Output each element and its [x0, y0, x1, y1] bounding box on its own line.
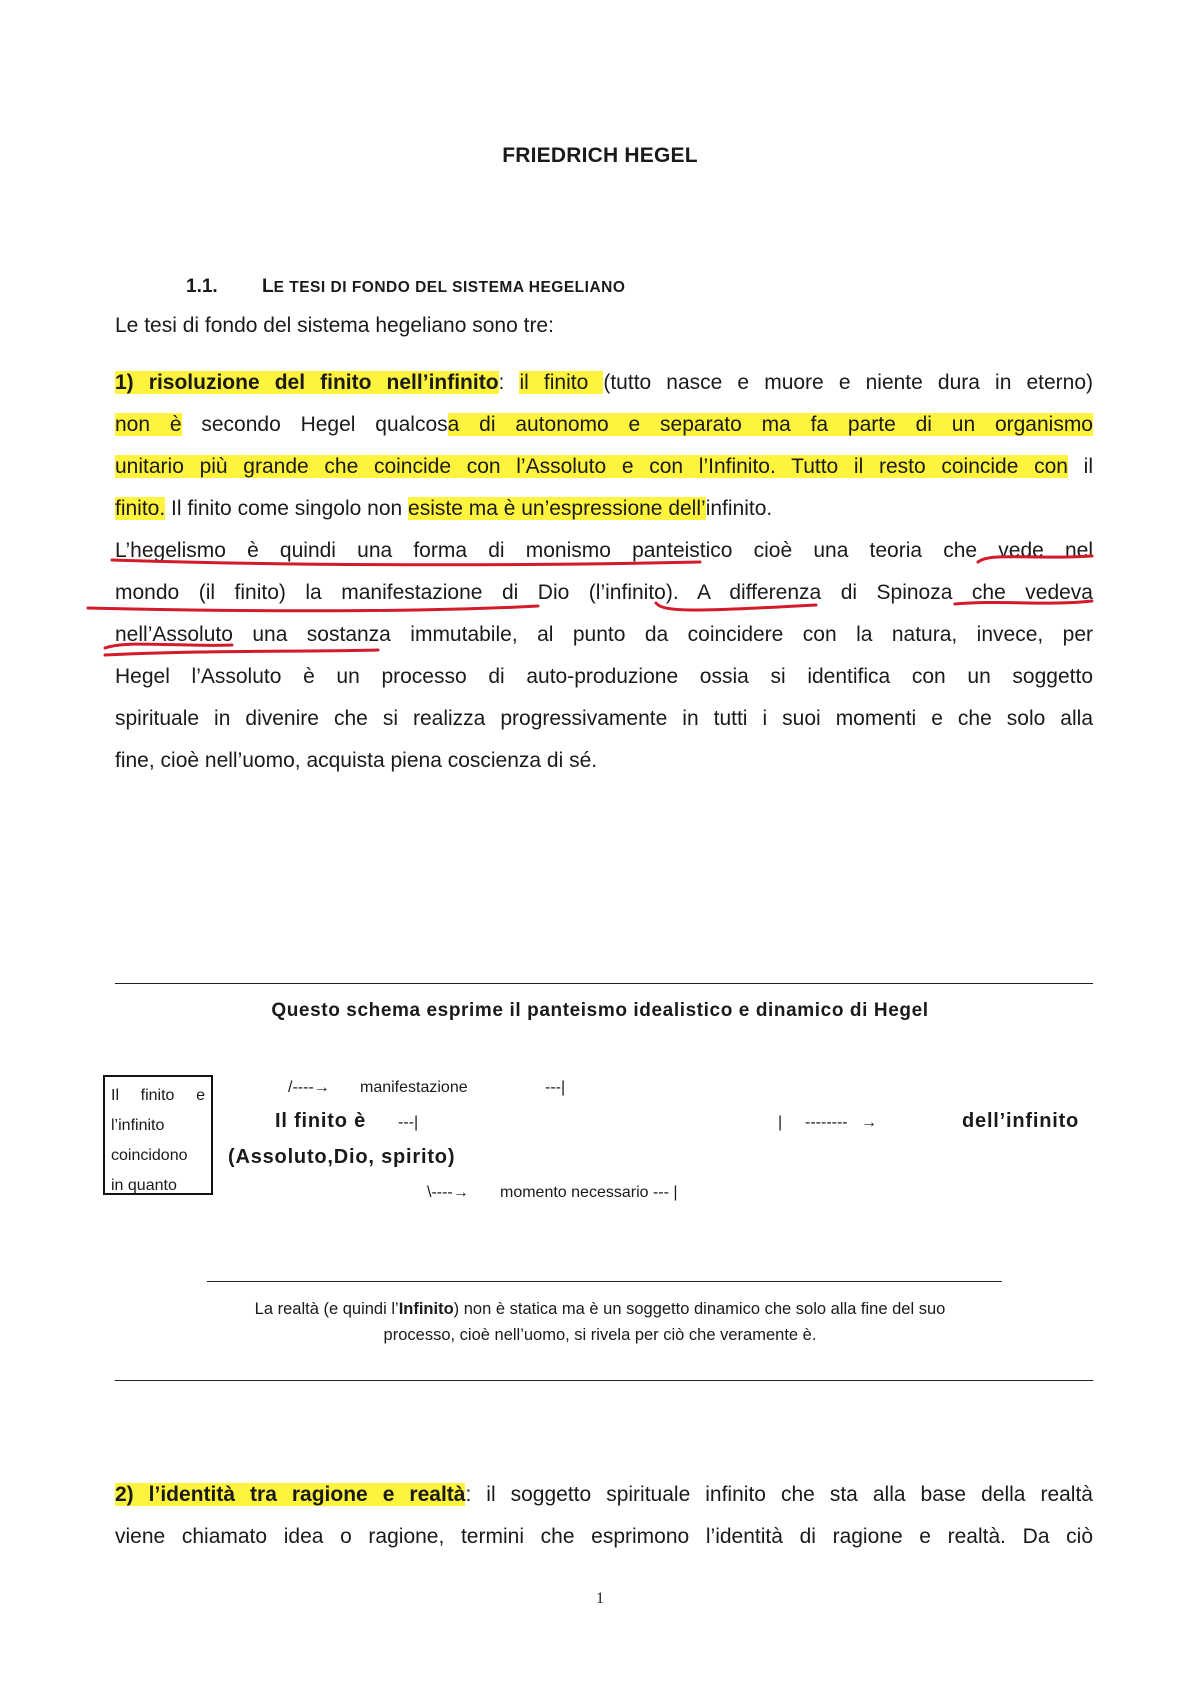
- paragraph-1-line: nell’Assoluto una sostanza immutabile, al punto da coincidere con la natura, invece, per: [115, 623, 1093, 646]
- intro-text: Le tesi di fondo del sistema hegeliano sono tre:: [115, 314, 554, 337]
- paragraph-1-line: [115, 404, 1093, 446]
- thesis-term: risoluzione del finito nell’infinito: [148, 371, 499, 394]
- highlight: finito.: [115, 497, 166, 520]
- paragraph-1-line: Hegel l’Assoluto è un processo di auto-produzione ossia si identifica con un soggetto: [115, 665, 1093, 688]
- text-run: La realtà (e quindi l’: [254, 1300, 399, 1318]
- box-line: coincidono: [111, 1147, 188, 1164]
- dash-top: ---|: [545, 1079, 566, 1096]
- highlight: [115, 371, 499, 394]
- section-title-rest: E TESI DI FONDO DEL SISTEMA HEGELIANO: [273, 279, 626, 296]
- schema-title: Questo schema esprime il panteismo idealistico e dinamico di Hegel: [271, 1000, 929, 1021]
- text-run: ) non è statica ma è un soggetto dinamico che solo alla fine del suo: [453, 1300, 946, 1318]
- text-run: (tutto nasce e muore e niente dura in eterno): [603, 371, 1093, 394]
- schema-dell-infinito: dell’infinito: [962, 1110, 1080, 1132]
- box-word: finito: [140, 1087, 175, 1104]
- divider: [207, 1281, 1002, 1282]
- schema-bar: |: [778, 1114, 783, 1131]
- arrow-bottom: \----→: [427, 1184, 469, 1201]
- box-line: l’infinito: [111, 1117, 165, 1134]
- arrow-top: /----→: [288, 1079, 330, 1096]
- schema-momento: momento necessario --- |: [500, 1184, 678, 1201]
- text-run: infinito.: [705, 497, 773, 520]
- section-number: 1.1.: [186, 276, 218, 297]
- highlight: nfinito. Tutto il resto coincide con: [713, 455, 1068, 478]
- box-line: in quanto: [111, 1177, 177, 1194]
- schema-manifestazione: manifestazione: [360, 1079, 468, 1096]
- paragraph-1-line: [115, 488, 1093, 530]
- text-run: : il soggetto spirituale infinito che sta alla base della realtà: [465, 1483, 1093, 1506]
- paragraph-1-line: [115, 446, 1093, 488]
- paragraph-1-line: L’hegelismo è quindi una forma di monismo panteistico cioè una teoria che vede nel: [115, 539, 1093, 562]
- paragraph-1-line: fine, cioè nell’uomo, acquista piena coscienza di sé.: [115, 749, 598, 772]
- schema-assoluto: (Assoluto,Dio, spirito): [228, 1146, 456, 1168]
- divider: [115, 983, 1093, 984]
- paragraph-1-line: mondo (il finito) la manifestazione di Dio (l’infinito). A differenza di Spinoza che vedeva: [115, 581, 1093, 604]
- text-run: il: [1067, 455, 1093, 478]
- highlight: unitario più grande che coincide con l’Assoluto e con l’I: [115, 455, 714, 478]
- thesis-number: 1): [115, 371, 134, 394]
- paragraph-2-line: viene chiamato idea o ragione, termini che esprimono l’identità di ragione e realtà. Da ciò: [115, 1525, 1093, 1548]
- schema-finito-e: Il finito è: [275, 1110, 367, 1132]
- paragraph-1-line: spirituale in divenire che si realizza progressivamente in tutti i suoi momenti e che solo alla: [115, 707, 1093, 730]
- paragraph-1: [115, 362, 1093, 782]
- schema-finito-dash: ---|: [398, 1114, 419, 1131]
- page-title: FRIEDRICH HEGEL: [502, 144, 698, 167]
- box-word: e: [196, 1087, 205, 1104]
- box-word: Il: [111, 1087, 119, 1104]
- caption-line: processo, cioè nell’uomo, si rivela per ciò che veramente è.: [383, 1326, 817, 1344]
- paragraph-1-line: [115, 362, 1093, 404]
- text-run: Il finito come singolo non: [165, 497, 409, 520]
- text-run: Infinito: [398, 1300, 454, 1318]
- highlight: a di autonomo e separato ma fa parte di un organismo: [447, 413, 1093, 436]
- caption-line: [0, 1296, 1200, 1322]
- schema-box: [103, 1075, 213, 1195]
- divider: [115, 1380, 1093, 1381]
- schema-caption: [0, 1296, 1200, 1348]
- text-run: :: [498, 371, 520, 394]
- section-title: [262, 276, 625, 298]
- highlight: esiste ma è un’espressione dell’: [408, 497, 706, 520]
- page-number: 1: [596, 1590, 604, 1607]
- box-line: [111, 1081, 205, 1111]
- arrow-middle: -------- →: [805, 1114, 877, 1131]
- thesis-term: 2) l’identità tra ragione e realtà: [115, 1483, 466, 1506]
- paragraph-2-line: [115, 1474, 1093, 1516]
- text-run: secondo Hegel qualcos: [181, 413, 448, 436]
- highlight: il finito: [519, 371, 604, 394]
- paragraph-2: [115, 1474, 1093, 1558]
- highlight: non è: [115, 413, 182, 436]
- section-title-initial: L: [262, 276, 274, 297]
